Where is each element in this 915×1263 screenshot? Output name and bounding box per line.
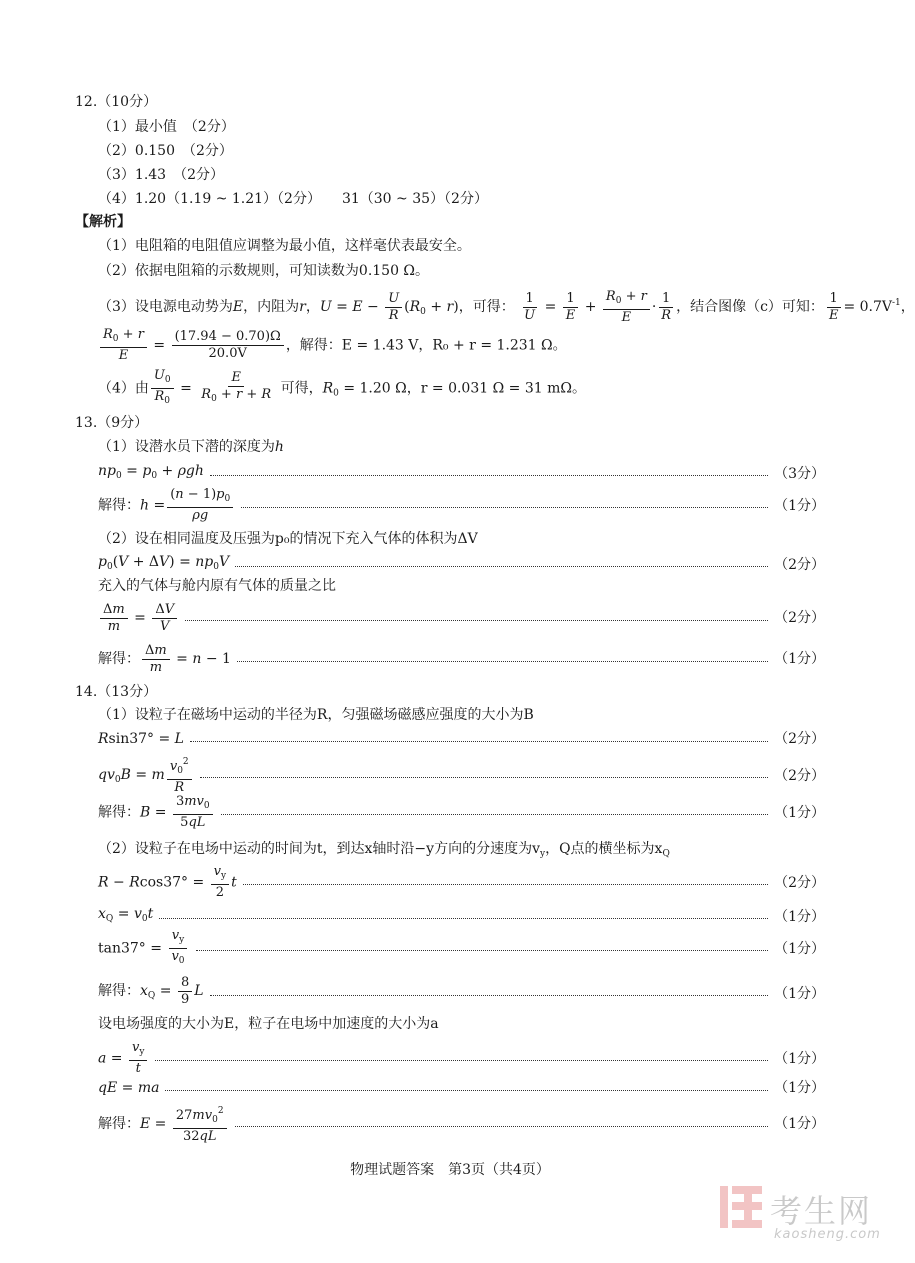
q12-solution-3-cont: $\frac{R_0 + r}{E}$ = $\frac{(17.94 - 0.70)\Omega}{20.0V}$ ，解得：E = 1.43 V，R₀ + r = 1.231 Ω。 — [98, 327, 567, 364]
q14-eq-1: Rsin37° = L （2分） — [98, 731, 825, 747]
q13-eq-5: 解得： $\frac{\Delta m}{m}$ = n − 1 （1分） — [98, 642, 825, 675]
q12-solution-3: （3）设电源电动势为E，内阻为r，U = E − $\frac{U}{R}$ $(R_0 + r)$，可得： $\frac{1}{U}$ = $\frac{1}{E}$ + $\frac{R_0 + r}{E}$ · $\frac{1}{R}$ ，结合图像（c）可知： $\frac{1}{E}$ = $0.7V^{-1}$， — [98, 288, 915, 325]
q12-answer-2: （2）0.150 （2分） — [98, 143, 233, 159]
page-footer: 物理试题答案 第3页（共4页） — [350, 1162, 550, 1178]
analysis-title: 【解析】 — [75, 214, 131, 230]
q13-part2: （2）设在相同温度及压强为p₀的情况下充入气体的体积为ΔV — [98, 531, 478, 547]
q13-part3: 充入的气体与舱内原有气体的质量之比 — [98, 578, 336, 594]
watermark-name: 考生网 — [770, 1192, 873, 1230]
s3-mid2: ，可得： — [458, 299, 515, 315]
q14-header: 14.（13分） — [75, 684, 158, 700]
q12-answer-3: （3）1.43 （2分） — [98, 167, 224, 183]
q14-eq-7: 解得：$x_Q$ = $\frac{8}{9}$ L （1分） — [98, 974, 825, 1007]
q14-eq-10: 解得：E = $\frac{27mv_0^2}{32qL}$ （1分） — [98, 1103, 825, 1145]
q13-eq-1: $np_0 = p_0 + \rho gh$ （3分） — [98, 463, 825, 482]
s3-intro: （3）设电源电动势为 — [98, 299, 233, 315]
watermark — [718, 1182, 880, 1252]
q14-eq-2: $qv_0B = m$ $\frac{v_0^2}{R}$ （2分） — [98, 754, 825, 797]
q12-solution-2: （2）依据电阻箱的示数规则，可知读数为0.150 Ω。 — [98, 263, 430, 279]
s3-result: ，解得：E = 1.43 V，R₀ + r = 1.231 Ω。 — [285, 337, 567, 354]
q12-header: 12.（10分） — [75, 94, 158, 110]
q13-header: 13.（9分） — [75, 415, 149, 431]
q12-answer-4: （4）1.20（1.19 ~ 1.21）（2分） 31（30 ~ 35）（2分） — [98, 191, 488, 207]
q14-part3: 设电场强度的大小为E，粒子在电场中加速度的大小为a — [98, 1016, 439, 1032]
q14-eq-9: qE = ma （1分） — [98, 1080, 825, 1096]
s3-mid3: ，结合图像（c）可知： — [676, 299, 824, 315]
q13-part1: （1）设潜水员下潜的深度为h — [98, 439, 284, 455]
q12-answer-1: （1）最小值 （2分） — [98, 119, 235, 135]
q14-part2: （2）设粒子在电场中运动的时间为t，到达x轴时沿−y方向的分速度为$v_y$，Q点的横坐标为$x_Q$ — [98, 841, 670, 859]
q14-eq-3: 解得：B = $\frac{3mv_0}{5qL}$ （1分） — [98, 794, 825, 830]
q13-eq-3: $p_0(V + \Delta V) = np_0V$ （2分） — [98, 554, 825, 573]
watermark-url: kaosheng.com — [774, 1227, 881, 1242]
s3-mid1: ，内阻为 — [243, 299, 300, 315]
fraction: $\frac{U}{R}$ — [385, 291, 402, 324]
q13-eq-2: 解得：h = $\frac{(n - 1)p_0}{\rho g}$ （1分） — [98, 487, 825, 523]
q13-eq-4: $\frac{\Delta m}{m}$ = $\frac{\Delta V}{V}$ （2分） — [98, 600, 825, 636]
q12-solution-1: （1）电阻箱的电阻值应调整为最小值，这样毫伏表最安全。 — [98, 238, 471, 254]
q14-part1: （1）设粒子在磁场中运动的半径为R，匀强磁场磁感应强度的大小为B — [98, 707, 534, 723]
kaosheng-logo-icon — [718, 1182, 764, 1232]
q14-eq-4: R − Rcos37° = $\frac{v_y}{2}$ t （2分） — [98, 864, 825, 900]
q14-eq-8: a = $\frac{v_y}{t}$ （1分） — [98, 1040, 825, 1076]
q14-eq-6: tan37° = $\frac{v_y}{v_0}$ （1分） — [98, 928, 825, 966]
q12-solution-4: （4）由 $\frac{U_0}{R_0}$ = $\frac{E}{R_0 + r + R}$ 可得，$R_0 = 1.20$ Ω，r = 0.031 Ω = 31 mΩ。 — [98, 368, 586, 406]
q14-eq-5: $x_Q = v_0t$ （1分） — [98, 906, 825, 925]
